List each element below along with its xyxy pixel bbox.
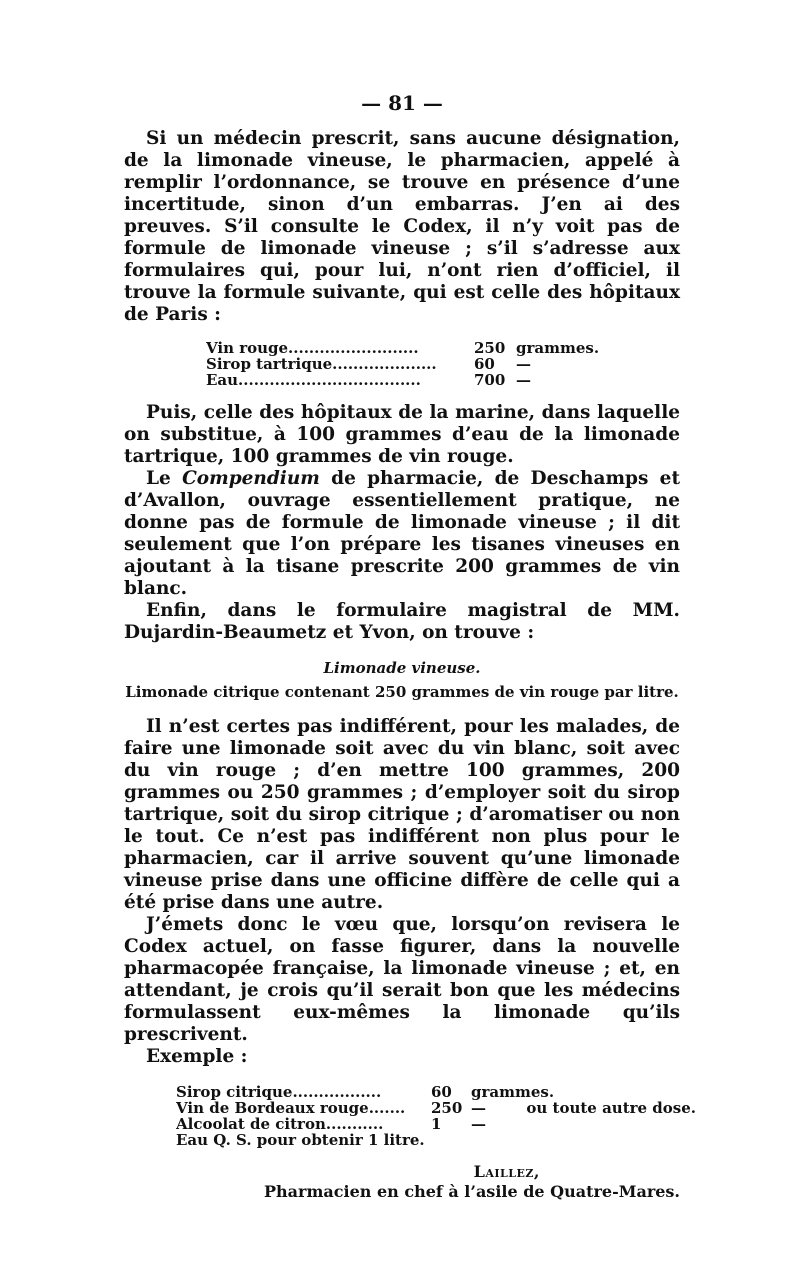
hospital-paris-formula	[206, 340, 646, 388]
ingredient: Eau...................................	[206, 372, 421, 388]
paragraph-5: Il n’est certes pas indifférent, pour les malades, de faire une limonade soit avec du vin blanc, soit avec du vin rouge ; d’en mettre 100 grammes, 200 grammes ou 250 grammes ; d’employer soit du sirop tartrique, soit du sirop citrique ; d’aromatiser ou non le tout. Ce n’est pas indifférent non plus pour le pharmacien, car il arrive souvent qu’une limonade vineuse prise dans une officine diffère de celle qui a été prise dans une autre.	[124, 716, 680, 913]
recipe-row	[206, 372, 646, 388]
limonade-vineuse-heading: Limonade vineuse.	[323, 659, 481, 677]
paragraph-1: Si un médecin prescrit, sans aucune désignation, de la limonade vineuse, le pharmacien, appelé à remplir l’ordonnance, se trouve en présence d’une incertitude, sinon d’un embarras. J’en ai des preuves. S’il consulte le Codex, il n’y voit pas de formule de limonade vineuse ; s’il s’adresse aux formulaires qui, pour lui, n’ont rien d’officiel, il trouve la formule suivante, qui est celle des hôpitaux de Paris :	[124, 128, 680, 325]
ingredient: Sirop citrique.................	[176, 1084, 382, 1100]
paragraph-3	[124, 468, 680, 600]
quantity: 60	[431, 1083, 452, 1101]
unit: —	[471, 1099, 486, 1117]
unit: grammes.	[516, 339, 600, 357]
ingredient: Vin rouge.........................	[206, 340, 419, 356]
recipe-row	[206, 356, 646, 372]
recipe-row	[176, 1132, 696, 1148]
page-number: — 81 —	[361, 91, 443, 115]
paragraph-4: Enfin, dans le formulaire magistral de MM. Dujardin-Beaumetz et Yvon, on trouve :	[124, 600, 680, 643]
ingredient: Sirop tartrique....................	[206, 356, 437, 372]
unit: —	[516, 371, 531, 389]
unit: —	[516, 355, 531, 373]
ingredient: Alcoolat de citron...........	[176, 1116, 384, 1132]
paragraph-3-prefix: Le	[146, 468, 183, 489]
quantity: 250	[431, 1099, 463, 1117]
compendium-title: Compendium	[182, 468, 320, 489]
paragraph-7: Exemple :	[146, 1046, 248, 1067]
author-title: Pharmacien en chef à l’asile de Quatre-Mares.	[264, 1182, 680, 1201]
recipe-row	[176, 1116, 696, 1132]
signature-block	[124, 1162, 680, 1202]
quantity: 60	[474, 355, 495, 373]
author-name: Laillez,	[473, 1162, 540, 1181]
paragraph-3-suffix: de pharmacie, de Deschamps et d’Avallon, ouvrage essentiellement pratique, ne donne pas de formule de limonade vineuse ; il dit seulement que l’on prépare les tisanes vineuses en ajoutant à la tisane prescrite 200 grammes de vin blanc.	[124, 468, 680, 599]
unit: —	[471, 1115, 486, 1133]
ingredient: Eau Q. S. pour obtenir 1 litre.	[176, 1132, 425, 1148]
paragraph-2: Puis, celle des hôpitaux de la marine, dans laquelle on substitue, à 100 grammes d’eau de la limonade tartrique, 100 grammes de vin rouge.	[124, 402, 680, 467]
ingredient: Vin de Bordeaux rouge.......	[176, 1100, 406, 1116]
document-page	[124, 91, 696, 1202]
quantity: 700	[474, 371, 506, 389]
limonade-vineuse-note: Limonade citrique contenant 250 grammes de vin rouge par litre.	[125, 683, 679, 701]
unit: grammes.	[471, 1083, 555, 1101]
example-formula	[176, 1084, 696, 1148]
paragraph-6: J’émets donc le vœu que, lorsqu’on revisera le Codex actuel, on fasse figurer, dans la nouvelle pharmacopée française, la limonade vineuse ; et, en attendant, je crois qu’il serait bon que les médecins formulassent eux-mêmes la limonade qu’ils prescrivent.	[124, 914, 680, 1045]
recipe-row	[176, 1084, 696, 1100]
dose-note: ou toute autre dose.	[526, 1099, 696, 1117]
quantity: 250	[474, 339, 506, 357]
recipe-row	[206, 340, 646, 356]
recipe-row	[176, 1100, 696, 1116]
quantity: 1	[431, 1115, 442, 1133]
